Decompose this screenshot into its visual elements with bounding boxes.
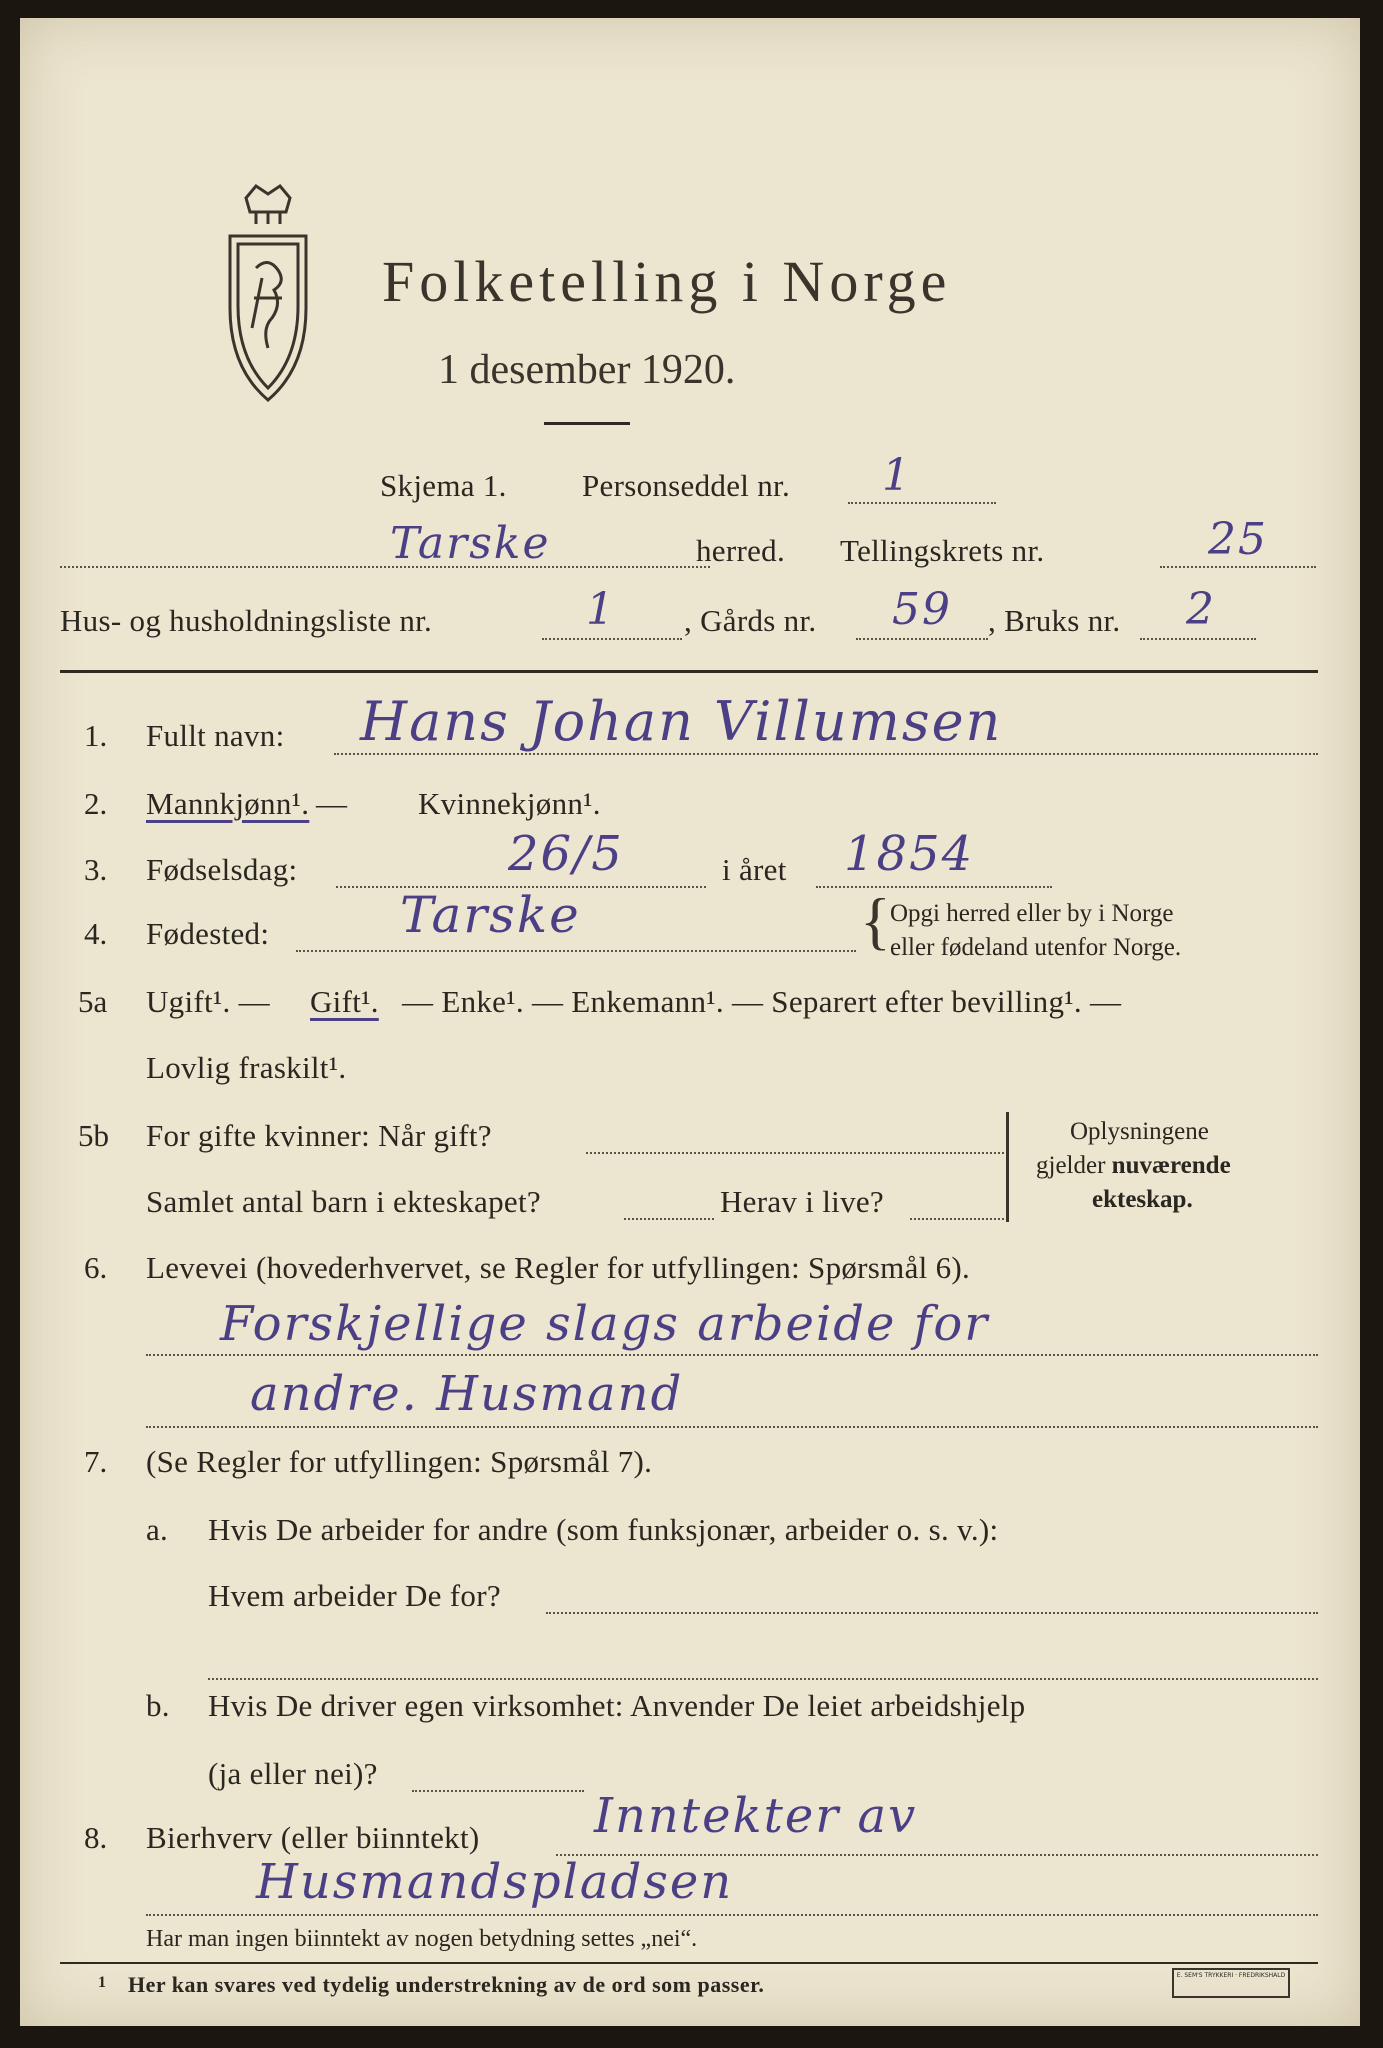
marital-options-rest[interactable]: — Enke¹. — Enkemann¹. — Separert efter bevilling¹. — xyxy=(402,984,1122,1019)
children-count-field[interactable] xyxy=(624,1218,714,1220)
coat-of-arms-icon xyxy=(216,178,320,408)
q7-number: 7. xyxy=(84,1444,108,1479)
hired-help-field[interactable] xyxy=(412,1790,584,1792)
married-when-field[interactable] xyxy=(586,1152,1004,1154)
side-income-note: Har man ingen biinntekt av nogen betydning settes „nei“. xyxy=(146,1926,698,1952)
married-when-label: For gifte kvinner: Når gift? xyxy=(146,1118,492,1153)
census-form xyxy=(20,18,1360,2026)
occupation-value-line2: andre. Husmand xyxy=(250,1366,684,1422)
full-name-field[interactable] xyxy=(334,753,1318,755)
header-divider xyxy=(60,670,1318,673)
footnote-text: Her kan svares ved tydelig understrekning av de ord som passer. xyxy=(128,1972,765,1997)
occupation-field-line2[interactable] xyxy=(146,1426,1318,1428)
q7a-text: Hvis De arbeider for andre (som funksjonær, arbeider o. s. v.): xyxy=(208,1512,999,1547)
gards-field[interactable] xyxy=(856,638,988,640)
q6-number: 6. xyxy=(84,1250,108,1285)
q5b-note-line2 xyxy=(1036,1152,1231,1180)
q7a-letter: a. xyxy=(146,1512,169,1547)
children-alive-field[interactable] xyxy=(910,1218,1004,1220)
q5b-bracket xyxy=(1006,1112,1009,1222)
q4-number: 4. xyxy=(84,916,108,951)
bruks-field[interactable] xyxy=(1140,638,1256,640)
q1-label: Fullt navn: xyxy=(146,718,285,753)
gards-value: 59 xyxy=(892,584,952,635)
herred-label: herred. xyxy=(696,533,786,568)
title-divider xyxy=(544,422,630,425)
footer-divider xyxy=(60,1962,1318,1964)
side-income-value-line1: Inntekter av xyxy=(594,1788,918,1844)
q5b-note-line2b: nuværende xyxy=(1111,1152,1231,1179)
employer-field-line2[interactable] xyxy=(208,1678,1318,1680)
birth-year-field[interactable] xyxy=(816,886,1052,888)
q1-number: 1. xyxy=(84,718,108,753)
birthplace-value: Tarske xyxy=(400,886,581,944)
q6-label: Levevei (hovederhvervet, se Regler for utfyllingen: Spørsmål 6). xyxy=(146,1250,971,1285)
gender-separator: — xyxy=(316,786,348,821)
tellingskrets-label: Tellingskrets nr. xyxy=(840,533,1045,568)
male-option[interactable]: Mannkjønn¹. xyxy=(146,786,310,821)
husholdningsliste-field[interactable] xyxy=(542,638,682,640)
birthday-value: 26/5 xyxy=(508,826,624,882)
q5b-note-line1: Oplysningene xyxy=(1070,1118,1209,1145)
personseddel-label: Personseddel nr. xyxy=(582,468,790,503)
side-income-value-line2: Husmandspladsen xyxy=(256,1854,734,1910)
q4-label: Fødested: xyxy=(146,916,270,951)
q5b-number: 5b xyxy=(78,1118,109,1153)
birth-year-value: 1854 xyxy=(844,826,975,882)
q7b-letter: b. xyxy=(146,1688,170,1723)
q5b-note-line3: ekteskap. xyxy=(1092,1186,1193,1213)
children-alive-label: Herav i live? xyxy=(720,1184,884,1219)
hired-help-label: (ja eller nei)? xyxy=(208,1756,378,1791)
q3-number: 3. xyxy=(84,852,108,887)
bruks-label: , Bruks nr. xyxy=(988,603,1121,638)
q7b-text: Hvis De driver egen virksomhet: Anvender De leiet arbeidshjelp xyxy=(208,1688,1026,1723)
birthplace-field[interactable] xyxy=(296,950,856,952)
occupation-value-line1: Forskjellige slags arbeide for xyxy=(220,1296,990,1352)
occupation-field-line1[interactable] xyxy=(146,1354,1318,1356)
bruks-value: 2 xyxy=(1186,584,1216,635)
q5a-number: 5a xyxy=(78,984,108,1019)
q8-number: 8. xyxy=(84,1820,108,1855)
side-income-field-line2[interactable] xyxy=(146,1914,1318,1916)
tellingskrets-value: 25 xyxy=(1208,514,1268,565)
husholdningsliste-label: Hus- og husholdningsliste nr. xyxy=(60,603,433,638)
q7-label: (Se Regler for utfyllingen: Spørsmål 7). xyxy=(146,1444,653,1479)
unmarried-option[interactable]: Ugift¹. — xyxy=(146,984,270,1019)
q3-label: Fødselsdag: xyxy=(146,852,298,887)
employer-label: Hvem arbeider De for? xyxy=(208,1578,501,1613)
census-date: 1 desember 1920. xyxy=(438,347,736,393)
q8-label: Bierhverv (eller biinntekt) xyxy=(146,1820,480,1855)
personseddel-value: 1 xyxy=(882,450,912,501)
q5b-note-line2a: gjelder xyxy=(1036,1152,1112,1179)
gards-label: , Gårds nr. xyxy=(684,603,817,638)
footnote-mark: 1 xyxy=(98,1974,107,1991)
children-count-label: Samlet antal barn i ekteskapet? xyxy=(146,1184,541,1219)
personseddel-field[interactable] xyxy=(848,502,996,504)
q4-note-line2: eller fødeland utenfor Norge. xyxy=(890,934,1182,961)
divorced-option[interactable]: Lovlig fraskilt¹. xyxy=(146,1050,347,1085)
herred-field[interactable] xyxy=(60,566,710,568)
q4-note-line1: Opgi herred eller by i Norge xyxy=(890,900,1174,927)
tellingskrets-field[interactable] xyxy=(1160,566,1316,568)
female-option[interactable]: Kvinnekjønn¹. xyxy=(418,786,601,821)
q2-number: 2. xyxy=(84,786,108,821)
employer-field[interactable] xyxy=(546,1612,1318,1614)
full-name-value: Hans Johan Villumsen xyxy=(360,690,1003,753)
q4-brace: { xyxy=(860,885,891,956)
schema-label: Skjema 1. xyxy=(380,468,507,503)
herred-value: Tarske xyxy=(390,518,551,569)
husholdningsliste-value: 1 xyxy=(586,584,616,635)
year-label: i året xyxy=(722,852,787,887)
printer-stamp: E. SEM'S TRYKKERI · FREDRIKSHALD xyxy=(1172,1968,1290,1998)
form-title: Folketelling i Norge xyxy=(382,249,952,314)
married-option[interactable]: Gift¹. xyxy=(310,984,379,1019)
